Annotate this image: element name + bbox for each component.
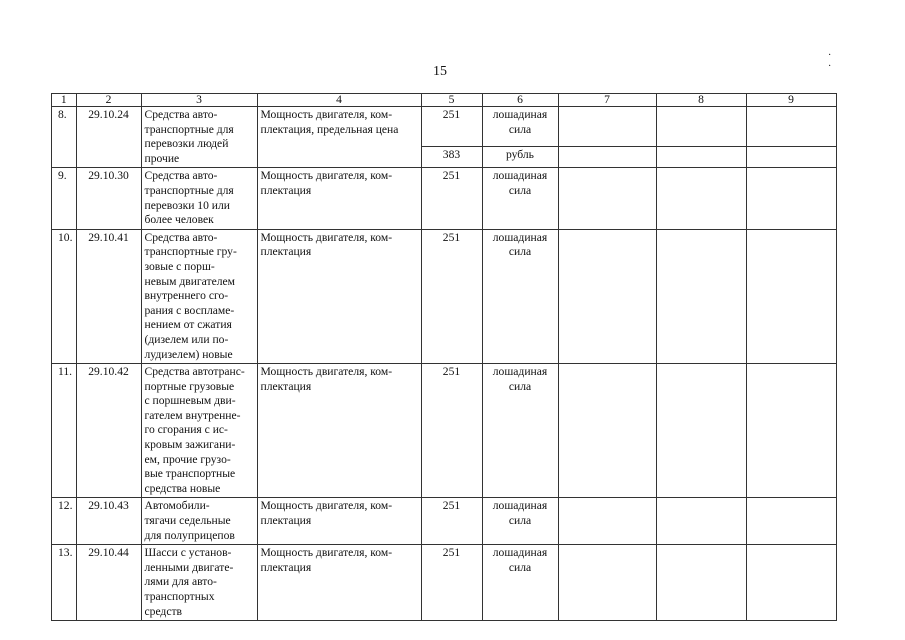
characteristic-line: Мощность двигателя, ком- (260, 169, 393, 183)
empty-cell-col9 (746, 146, 836, 168)
name-line: внутреннего сго- (144, 289, 229, 303)
empty-cell-col9 (746, 229, 836, 363)
table-row (52, 364, 837, 498)
unit-line: лошадиная (492, 230, 548, 244)
name-line: Средства автотранс- (144, 365, 245, 379)
row-unit (482, 146, 558, 168)
row-value: 251 (421, 364, 482, 498)
header-cell-9: 9 (746, 94, 836, 107)
empty-cell-col8 (656, 229, 746, 363)
row-characteristic (257, 364, 421, 498)
row-name (141, 545, 257, 621)
row-code: 29.10.43 (76, 498, 141, 545)
unit-line: сила (508, 560, 532, 574)
table-row (52, 107, 837, 147)
name-line: Средства авто- (144, 169, 218, 183)
row-unit (482, 545, 558, 621)
table-row (52, 498, 837, 545)
name-line: транспортные для (144, 183, 234, 197)
characteristic-line: плектация, предельная цена (260, 122, 399, 136)
table-row (52, 229, 837, 363)
empty-cell-col7 (558, 146, 656, 168)
header-cell-4: 4 (257, 94, 421, 107)
empty-cell-col7 (558, 498, 656, 545)
table-row (52, 545, 837, 621)
row-value: 383 (421, 146, 482, 168)
name-line: средств (144, 604, 183, 618)
empty-cell-col8 (656, 364, 746, 498)
header-cell-3: 3 (141, 94, 257, 107)
row-code: 29.10.42 (76, 364, 141, 498)
empty-cell-col9 (746, 364, 836, 498)
empty-cell-col9 (746, 498, 836, 545)
characteristic-line: плектация (260, 183, 312, 197)
empty-cell-col8 (656, 545, 746, 621)
row-name (141, 168, 257, 229)
name-line: вые транспортные (144, 467, 236, 481)
row-name (141, 229, 257, 363)
name-line: Шасси с установ- (144, 546, 232, 560)
row-unit (482, 107, 558, 147)
unit-line: лошадиная (492, 108, 548, 121)
row-characteristic (257, 229, 421, 363)
name-line: кровым зажигани- (144, 438, 236, 452)
row-code: 29.10.24 (76, 107, 141, 168)
row-code: 29.10.41 (76, 229, 141, 363)
empty-cell-col7 (558, 364, 656, 498)
name-line: портные грузовые (144, 379, 235, 393)
empty-cell-col8 (656, 168, 746, 229)
characteristic-line: Мощность двигателя, ком- (260, 546, 393, 560)
row-characteristic (257, 168, 421, 229)
name-line: невым двигателем (144, 274, 236, 288)
header-cell-6: 6 (482, 94, 558, 107)
name-line: лями для авто- (144, 575, 217, 589)
page-number: 15 (433, 64, 447, 79)
header-cell-5: 5 (421, 94, 482, 107)
empty-cell-col7 (558, 168, 656, 229)
characteristic-line: Мощность двигателя, ком- (260, 499, 393, 513)
header-cell-1: 1 (52, 94, 77, 107)
row-number: 12. (52, 498, 77, 545)
row-characteristic (257, 545, 421, 621)
empty-cell-col9 (746, 545, 836, 621)
row-characteristic (257, 107, 421, 168)
header-row (52, 94, 837, 107)
unit-line: лошадиная (492, 169, 548, 183)
name-line: прочие (144, 151, 180, 165)
unit-line: лошадиная (492, 499, 548, 513)
row-unit (482, 168, 558, 229)
unit-line: сила (508, 122, 532, 136)
row-value: 251 (421, 107, 482, 147)
name-line: для полуприцепов (144, 528, 235, 542)
name-line: (дизелем или по- (144, 332, 229, 346)
empty-cell-col8 (656, 146, 746, 168)
header-cell-2: 2 (76, 94, 141, 107)
unit-line: лошадиная (492, 365, 548, 379)
name-line: нением от сжатия (144, 318, 232, 332)
unit-line: лошадиная (492, 546, 548, 560)
scan-specks: · · (828, 50, 862, 72)
name-line: тягачи седельные (144, 514, 231, 528)
name-line: перевозки людей (144, 137, 229, 151)
name-line: рания с воспламе- (144, 303, 235, 317)
row-unit (482, 229, 558, 363)
row-unit (482, 364, 558, 498)
unit-line: сила (508, 245, 532, 259)
characteristic-line: Мощность двигателя, ком- (260, 230, 393, 244)
name-line: транспортные для (144, 122, 234, 136)
row-name (141, 364, 257, 498)
empty-cell-col7 (558, 229, 656, 363)
empty-cell-col9 (746, 107, 836, 147)
row-value: 251 (421, 168, 482, 229)
unit-line: сила (508, 183, 532, 197)
row-number: 13. (52, 545, 77, 621)
row-value: 251 (421, 229, 482, 363)
header-cell-8: 8 (656, 94, 746, 107)
name-line: Средства авто- (144, 230, 218, 244)
row-code: 29.10.30 (76, 168, 141, 229)
header-cell-7: 7 (558, 94, 656, 107)
name-line: гателем внутренне- (144, 408, 241, 422)
row-value: 251 (421, 545, 482, 621)
row-value: 251 (421, 498, 482, 545)
characteristic-line: Мощность двигателя, ком- (260, 365, 393, 379)
name-line: Автомобили- (144, 499, 210, 513)
row-unit (482, 498, 558, 545)
row-name (141, 498, 257, 545)
name-line: ленными двигате- (144, 560, 234, 574)
row-number: 10. (52, 229, 77, 363)
empty-cell-col7 (558, 107, 656, 147)
characteristic-line: плектация (260, 514, 312, 528)
catalog-table (51, 93, 837, 621)
row-number: 8. (52, 107, 77, 168)
empty-cell-col8 (656, 107, 746, 147)
row-name (141, 107, 257, 168)
name-line: зовые с порш- (144, 259, 215, 273)
row-code: 29.10.44 (76, 545, 141, 621)
characteristic-line: плектация (260, 560, 312, 574)
unit-line: сила (508, 379, 532, 393)
row-characteristic (257, 498, 421, 545)
name-line: го сгорания с ис- (144, 423, 228, 437)
characteristic-line: Мощность двигателя, ком- (260, 108, 393, 121)
characteristic-line: плектация (260, 245, 312, 259)
empty-cell-col7 (558, 545, 656, 621)
name-line: ем, прочие грузо- (144, 452, 231, 466)
name-line: транспортные гру- (144, 245, 237, 259)
name-line: перевозки 10 или (144, 198, 230, 212)
name-line: транспортных (144, 590, 215, 603)
row-number: 9. (52, 168, 77, 229)
empty-cell-col9 (746, 168, 836, 229)
table-row (52, 168, 837, 229)
name-line: с поршневым дви- (144, 394, 236, 408)
empty-cell-col8 (656, 498, 746, 545)
unit-line: рубль (506, 147, 534, 161)
characteristic-line: плектация (260, 379, 312, 393)
name-line: Средства авто- (144, 108, 218, 121)
row-number: 11. (52, 364, 77, 498)
name-line: средства новые (144, 481, 221, 495)
name-line: более человек (144, 213, 214, 227)
unit-line: сила (508, 514, 532, 528)
name-line: лудизелем) новые (144, 347, 233, 361)
